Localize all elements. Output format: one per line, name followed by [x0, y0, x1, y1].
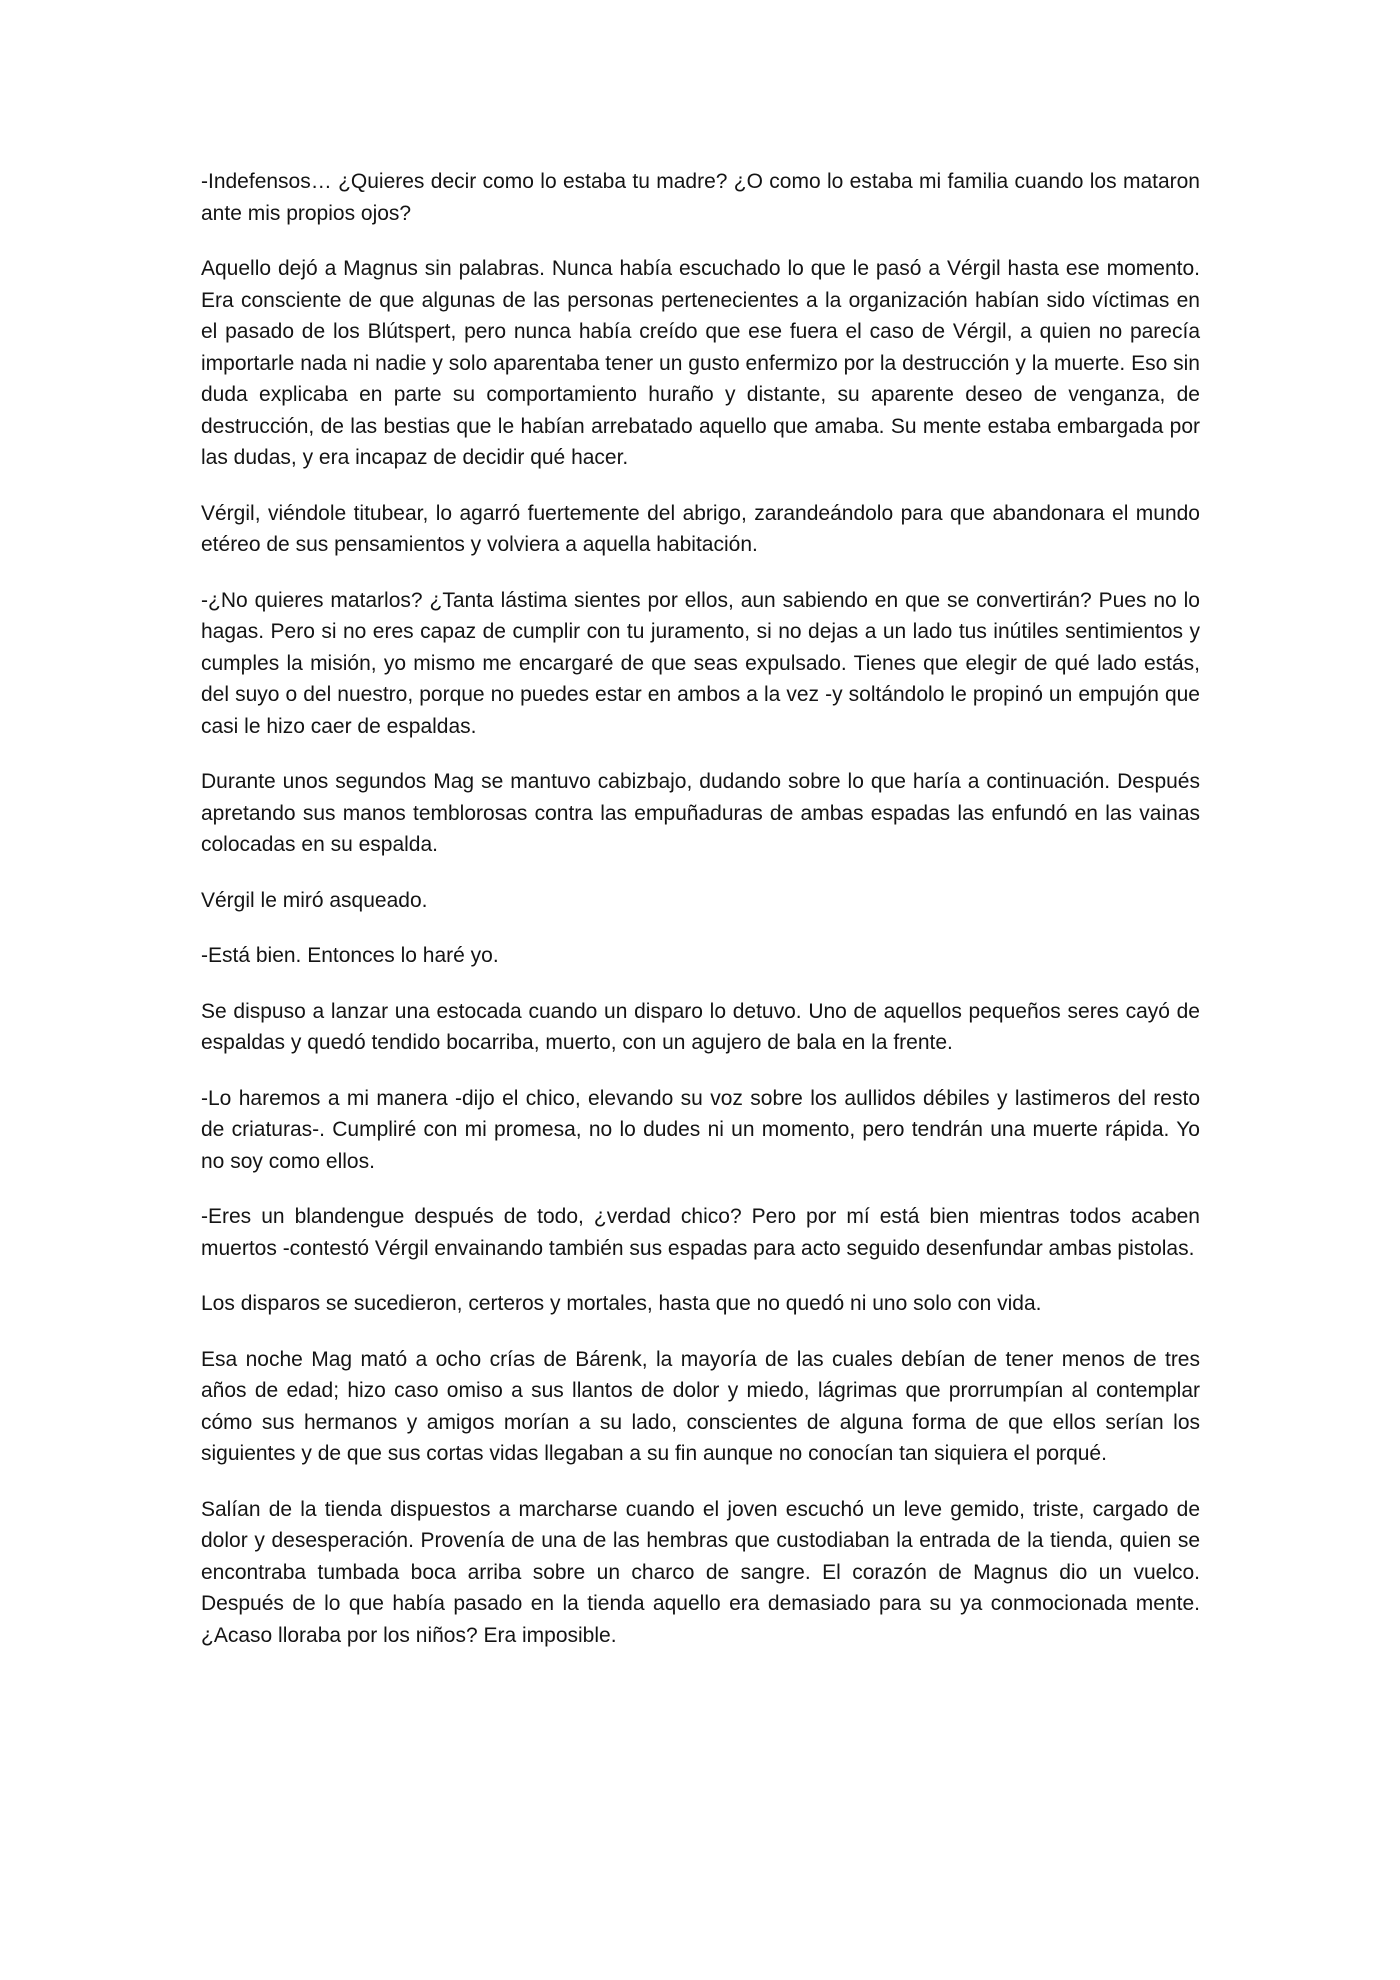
paragraph-6: Vérgil le miró asqueado.: [201, 888, 428, 912]
paragraph-8: Se dispuso a lanzar una estocada cuando un disparo lo detuvo. Uno de aquellos pequeños seres cayó de espaldas y quedó tendido bocarriba, muerto, con un agujero de bala en la frente.: [201, 999, 1200, 1054]
document-page: [201, 166, 1200, 1675]
paragraph-4: -¿No quieres matarlos? ¿Tanta lástima sientes por ellos, aun sabiendo en que se convertirán? Pues no lo hagas. Pero si no eres capaz de cumplir con tu juramento, si no dejas a un lado tus inútiles sentimientos y cumples la misión, yo mismo me encargaré de que seas expulsado. Tienes que elegir de qué lado estás, del suyo o del nuestro, porque no puedes estar en ambos a la vez -y soltándolo le propinó un empujón que casi le hizo caer de espaldas.: [201, 588, 1200, 738]
paragraph-7: -Está bien. Entonces lo haré yo.: [201, 944, 499, 967]
paragraph-11: Los disparos se sucedieron, certeros y mortales, hasta que no quedó ni uno solo con vida.: [201, 1292, 1042, 1315]
paragraph-9: -Lo haremos a mi manera -dijo el chico, elevando su voz sobre los aullidos débiles y lastimeros del resto de criaturas-. Cumpliré con mi promesa, no lo dudes ni un momento, pero tendrán una muerte rápida. Yo no soy como ellos.: [201, 1086, 1200, 1173]
paragraph-1: -Indefensos… ¿Quieres decir como lo estaba tu madre? ¿O como lo estaba mi familia cuando los mataron ante mis propios ojos?: [201, 170, 1200, 225]
paragraph-12: Esa noche Mag mató a ocho crías de Bárenk, la mayoría de las cuales debían de tener menos de tres años de edad; hizo caso omiso a sus llantos de dolor y miedo, lágrimas que prorrumpían al contemplar cómo sus hermanos y amigos morían a su lado, conscientes de alguna forma de que ellos serían los siguientes y de que sus cortas vidas llegaban a su fin aunque no conocían tan siquiera el porqué.: [201, 1347, 1200, 1465]
paragraph-2: Aquello dejó a Magnus sin palabras. Nunca había escuchado lo que le pasó a Vérgil hasta ese momento. Era consciente de que algunas de las personas pertenecientes a la organización habían sido víctimas en el pasado de los Blútspert, pero nunca había creído que ese fuera el caso de Vérgil, a quien no parecía importarle nada ni nadie y solo aparentaba tener un gusto enfermizo por la destrucción y la muerte. Eso sin duda explicaba en parte su comportamiento huraño y distante, su aparente deseo de venganza, de destrucción, de las bestias que le habían arrebatado aquello que amaba. Su mente estaba embargada por las dudas, y era incapaz de decidir qué hacer.: [201, 257, 1200, 469]
paragraph-10: -Eres un blandengue después de todo, ¿verdad chico? Pero por mí está bien mientras todos acaben muertos -contestó Vérgil envainando también sus espadas para acto seguido desenfundar ambas pistolas.: [201, 1205, 1200, 1260]
paragraph-5: Durante unos segundos Mag se mantuvo cabizbajo, dudando sobre lo que haría a continuación. Después apretando sus manos temblorosas contra las empuñaduras de ambas espadas las enfundó en las vainas colocadas en su espalda.: [201, 770, 1200, 856]
paragraph-3: Vérgil, viéndole titubear, lo agarró fuertemente del abrigo, zarandeándolo para que abandonara el mundo etéreo de sus pensamientos y volviera a aquella habitación.: [201, 501, 1200, 556]
paragraph-13: Salían de la tienda dispuestos a marcharse cuando el joven escuchó un leve gemido, triste, cargado de dolor y desesperación. Provenía de una de las hembras que custodiaban la entrada de la tienda, quien se encontraba tumbada boca arriba sobre un charco de sangre. El corazón de Magnus dio un vuelco. Después de lo que había pasado en la tienda aquello era demasiado para su ya conmocionada mente. ¿Acaso lloraba por los niños? Era imposible.: [201, 1497, 1200, 1647]
